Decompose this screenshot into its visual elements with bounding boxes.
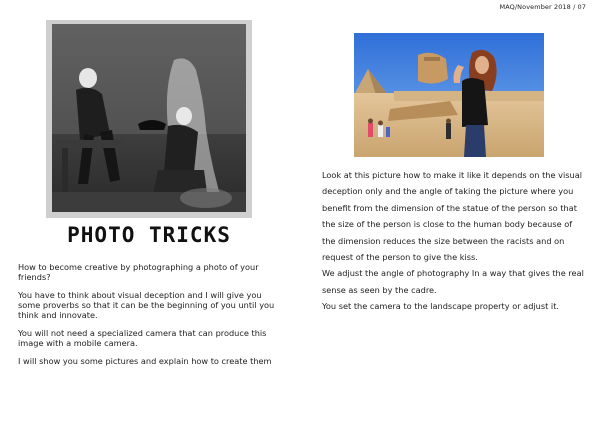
vintage-ghost-photo	[46, 20, 252, 218]
right-column	[322, 167, 584, 315]
left-column	[18, 262, 280, 374]
page-reference: MAQ/November 2018 / 07	[499, 3, 586, 11]
left-paragraph: How to become creative by photographing a photo of your friends?	[18, 262, 259, 282]
left-paragraph: I will show you some pictures and explain how to create them	[18, 356, 272, 366]
left-paragraph: You will not need a specialized camera that can produce this image with a mobile camera.	[18, 328, 267, 348]
right-paragraph: We adjust the angle of photography In a way that gives the real sense as seen by the cadre.	[322, 268, 584, 295]
left-paragraph: You have to think about visual deception and I will give you some proverbs so that it can be the beginning of you until you think and innovate.	[18, 290, 275, 320]
right-paragraph: You set the camera to the landscape property or adjust it.	[322, 301, 560, 312]
right-paragraph: Look at this picture how to make it like it depends on the visual deception only and the angle of taking the picture where you benefit from the dimension of the statue of the person so that the size of the person is close to the human body because of the dimension reduces the size between the racists and on request of the person to give the kiss.	[322, 170, 582, 263]
article-title: PHOTO TRICKS	[67, 223, 231, 247]
sphinx-kiss-photo	[354, 33, 544, 157]
